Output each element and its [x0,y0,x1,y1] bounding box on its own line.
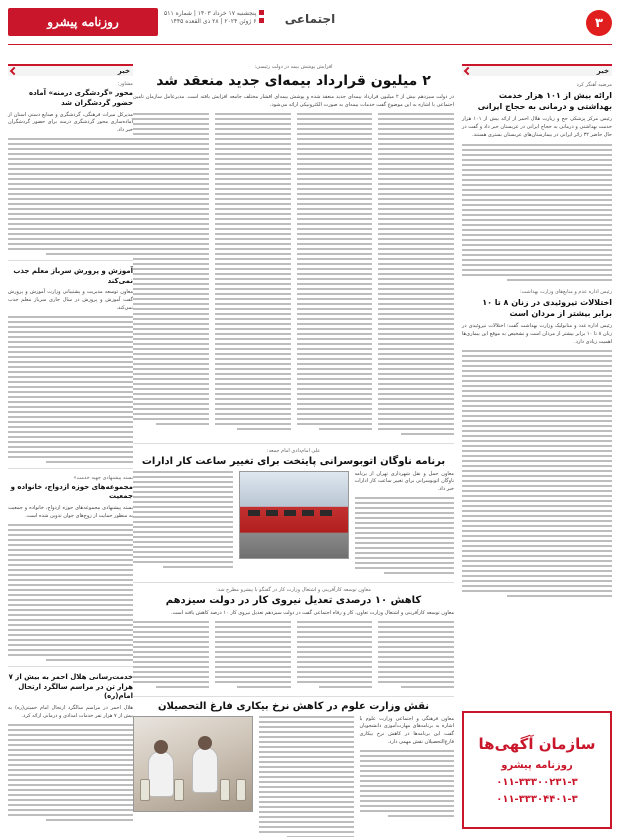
story-body: رئیس مرکز پزشکی حج و زیارت هلال احمر از ارائه بیش از ۱۰۱ هزار خدمت بهداشتی و درمانی به حجاج ایرانی در عربستان خبر داد و گفت در حال حاضر ۳۲ زائر ایرانی در بیمارستان‌های عربستان بستری هستند. [462,116,612,138]
story-body: معاون حمل و نقل شهرداری تهران از برنامه ناوگان اتوبوسرانی برای تغییر ساعت کار ادارات خبر داد. [354,470,454,493]
story-text [462,350,612,597]
labor-headline: کاهش ۱۰ درصدی تعدیل نیروی کار در دولت سیزدهم [165,594,422,606]
story-headline: خدمت‌رسانی هلال احمر به بیش از ۷ هزار تن در مراسم سالگرد ارتحال امام(ره) [8,672,133,701]
story-body: رئیس اداره غدد و متابولیک وزارت بهداشت گفت: اختلالات تیروئیدی در زنان ۸ تا ۱۰ برابر بیشتر از مردان است و تشخیص به موقع این بیماری‌ها اهمیت زیادی دارد. [462,323,612,345]
story-body: مدیرکل میراث فرهنگی، گردشگری و صنایع دستی استان از آماده‌سازی محور گردشگری درمنه برای حضور گردشگران خبر داد. [8,111,133,134]
story-body: معاون فرهنگی و اجتماعی وزارت علوم با اشاره به برنامه‌های مهارت‌آموزی دانشجویان گفت این برنامه‌ها در کاهش نرخ بیکاری فارغ‌التحصیلان نقش مهمی دارد. [359,715,454,745]
center-column [133,64,454,837]
left-column-header [8,64,133,76]
right-column [462,64,612,597]
section-title: اجتماعی [284,12,336,26]
main-story [133,64,454,90]
header-divider [8,44,612,45]
story-headline: آموزش و پرورش سرباز معلم جذب نمی‌کند [13,266,133,285]
bus-headline: برنامه ناوگان اتوبوسرانی پایتخت برای تغییر ساعت کار ادارات [141,455,446,467]
newspaper-logo: روزنامه پیشرو [8,8,158,36]
story-body: معاون توسعه کارآفرینی و اشتغال وزارت تعاون، کار و رفاه اجتماعی گفت در دولت سیزدهم تعدیل نیروی کار ۱۰ درصد کاهش یافته است. [171,609,454,616]
page-header [8,8,612,38]
labor-story [133,582,454,688]
ad-phone: ۰۱۱-۳۳۳۰۰۲۳۱-۳ [496,777,578,789]
left-column-label: خبر [117,67,130,75]
story-headline: ارائه بیش از ۱۰۱ هزار خدمت بهداشتی و درمانی به حجاج ایرانی [477,91,612,112]
story-kicker: مشاور: [117,81,133,87]
story-kicker: بسته پیشنهادی جهیه خدمت» [73,474,133,481]
science-story [133,696,454,837]
story-headline: اختلالات تیروئیدی در زنان ۸ تا ۱۰ برابر بیشتر از مردان است [482,297,612,318]
right-column-header [462,64,612,76]
story-kicker: معاون توسعه کارآفرینی و اشتغال وزارت کار در گفتگو با پیشرو مطرح شد: [216,586,371,593]
ad-phone: ۰۱۱-۳۳۳۰۴۴۰۱-۳ [496,794,578,806]
ad-subtitle: روزنامه پیشرو [501,760,573,772]
story-body: هلال احمر در مراسم سالگرد ارتحال امام خمینی(ره) به بیش از ۷ هزار نفر خدمات امدادی و درمانی ارائه کرد. [8,705,133,719]
story-kicker: علی امام‌دادی امام جمعه: [266,447,321,454]
chevron-icon [10,67,18,75]
chevron-icon [464,67,472,75]
advertising-box [462,711,612,829]
issue-date-gregorian: ۶ ژوئن ۲۰۲۴ | ۲۸ ذی القعده ۱۴۴۵ [170,18,257,26]
story-text [462,144,612,281]
issue-date-persian: پنجشنبه ۱۷ خرداد ۱۴۰۳ | شماره ۵۱۱ [164,10,257,17]
page-number: ۳ [586,10,612,36]
story-kicker: رئیس اداره عدم و منابع‌های وزارت بهداشت: [519,288,612,295]
bus-story [133,443,454,574]
story-headline: محور «گردشگری درمنه» آماده حضور گردشگران شد [28,89,133,107]
story-body: معاون توسعه مدیریت و پشتیبانی وزارت آموزش و پرورش گفت آموزش و پرورش در سال جاری سرباز معلم جذب نمی‌کند. [8,289,133,311]
main-headline: ۲ میلیون قرارداد بیمه‌ای جدید منعقد شد [156,73,431,89]
lab-photo [133,716,253,812]
right-column-label: خبر [596,67,609,75]
story-kicker: مرضیه آهنگر کرد [576,82,612,88]
story-body: بسته پیشنهادی مجموعه‌های حوزه ازدواج، خانواده و جمعیت به منظور حمایت از زوج‌های جوان تدوین شده است. [8,505,133,520]
story-kicker: افزایش پوشش بیمه در دولت رئیسی: [254,64,333,70]
bus-photo [239,471,349,559]
science-headline: نقش وزارت علوم در کاهش نرخ بیکاری فارغ التحصیلان [157,700,430,712]
ad-title: سازمان آگهی‌ها [478,734,596,753]
main-story-columns [133,113,454,435]
issue-info [164,10,264,27]
left-column [8,64,133,821]
story-headline: مجموعه‌های حوزه ازدواج، خانواده و جمعیت [10,482,133,501]
story-body: در دولت سیزدهم بیش از ۲ میلیون قرارداد بیمه‌ای جدید منعقد شده و پوشش بیمه‌ای اقشار مختلف جامعه افزایش یافته است. مدیرعامل سازمان تامین اجتماعی با اشاره به این موضوع گفت خدمات بیمه‌ای به صورت الکترونیکی ارائه می‌شود. [133,94,455,108]
